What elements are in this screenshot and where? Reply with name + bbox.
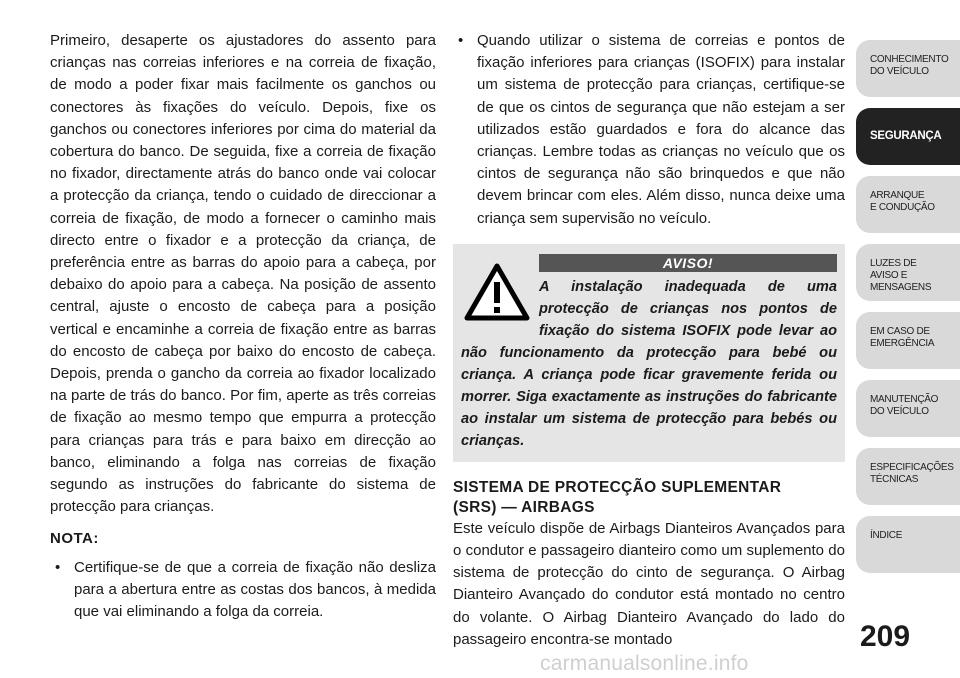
isofix-bullet-text: Quando utilizar o sistema de correias e pontos de fixação inferiores para crianças (ISOFIX) para instalar um sistema de protecção para crianças, certifique-se de que os cintos de segurança que não estejam a ser utilizados estão guardados e fora do alcance das crianças. Lembre todas as crianças no veículo que os cintos de segurança não são brinquedos e que não devem brincar com eles. Além disso, nunca deixe uma criança sem supervisão no veículo. xyxy=(477,32,845,227)
airbag-paragraph: Este veículo dispõe de Airbags Dianteiros Avançados para o condutor e passageiro dianteiro como um suplemento do sistema de protecção do cinto de segurança. O Airbag Dianteiro Avançado do condutor está montado no centro do volante. O Airbag Dianteiro Avançado do lado do passageiro encontra-se montado xyxy=(453,519,845,648)
note-bullet-text: Certifique-se de que a correia de fixação não desliza para a abertura entre as costas dos bancos, à medida que vai eliminando a folga da correia. xyxy=(74,558,436,621)
section-heading xyxy=(453,478,845,518)
note-label: NOTA: xyxy=(50,530,99,548)
page-number: 209 xyxy=(860,620,911,653)
section-heading-line-1: SISTEMA DE PROTECÇÃO SUPLEMENTAR xyxy=(453,478,782,496)
sidebar-item-conhecimento[interactable]: CONHECIMENTO DO VEÍCULO xyxy=(856,40,960,97)
sidebar-item-seguranca[interactable]: SEGURANÇA xyxy=(856,108,960,165)
warning-text: A instalação inadequada de uma protecção de crianças nos pontos de fixação do sistema ISOFIX pode levar ao não funcionamento da protecção para bebé ou criança. A criança pode ficar gravemente ferida ou morrer. Siga exactamente as instruções do fabricante ao instalar um sistema de protecção para bebés ou crianças. xyxy=(461,278,837,449)
sidebar-item-especificacoes[interactable]: ESPECIFICAÇÕES TÉCNICAS xyxy=(856,448,960,505)
warning-box xyxy=(453,244,845,462)
bullet-icon: • xyxy=(55,558,61,576)
sidebar-item-luzes[interactable]: LUZES DE AVISO E MENSAGENS xyxy=(856,244,960,301)
section-heading-line-2: (SRS) — AIRBAGS xyxy=(453,498,595,516)
sidebar-item-indice[interactable]: ÍNDICE xyxy=(856,516,960,573)
bullet-icon: • xyxy=(458,32,464,49)
watermark: carmanualsonline.info xyxy=(540,652,749,675)
sidebar-item-emergencia[interactable]: EM CASO DE EMERGÊNCIA xyxy=(856,312,960,369)
warning-title: AVISO! xyxy=(539,254,837,272)
note-bullet-item xyxy=(50,557,436,624)
sidebar-item-arranque[interactable]: ARRANQUE E CONDUÇÃO xyxy=(856,176,960,233)
isofix-bullet-item xyxy=(453,30,845,230)
sidebar-item-manutencao[interactable]: MANUTENÇÃO DO VEÍCULO xyxy=(856,380,960,437)
warning-triangle-icon xyxy=(463,262,531,322)
left-column xyxy=(50,30,436,623)
right-column xyxy=(453,30,845,651)
intro-paragraph: Primeiro, desaperte os ajustadores do assento para crianças nas correias inferiores e na correia de fixação, de modo a poder fixar mais facilmente os ganchos ou conectores às fixações do veículo. Depois, fixe os ganchos ou conectores inferiores por cima do material da cobertura do banco. De seguida, fixe a correia de fixação no fixador, directamente atrás do banco onde vai colocar a protecção da criança, tendo o cuidado de direccionar a correia de fixação, de modo a fornecer o caminho mais directo entre o fixador e a protecção da criança, de preferência entre as barras do apoio para a cabeça, por debaixo do apoio para a cabeça. Na posição de assento central, ajuste o encosto de cabeça para a posição vertical e encaminhe a correia de fixação entre as barras do encosto de cabeça por baixo do encosto de cabeça. Depois, prenda o gancho da correia ao fixador localizado na parte de trás do banco. Por fim, aperte as três correias de fixação ao mesmo tempo que empurra a protecção para crianças para trás e para baixo em direcção ao banco, eliminando a folga nas correias de fixação segundo as instruções do fabricante do sistema de protecção para crianças. xyxy=(50,32,436,516)
chapter-sidebar xyxy=(856,40,960,584)
